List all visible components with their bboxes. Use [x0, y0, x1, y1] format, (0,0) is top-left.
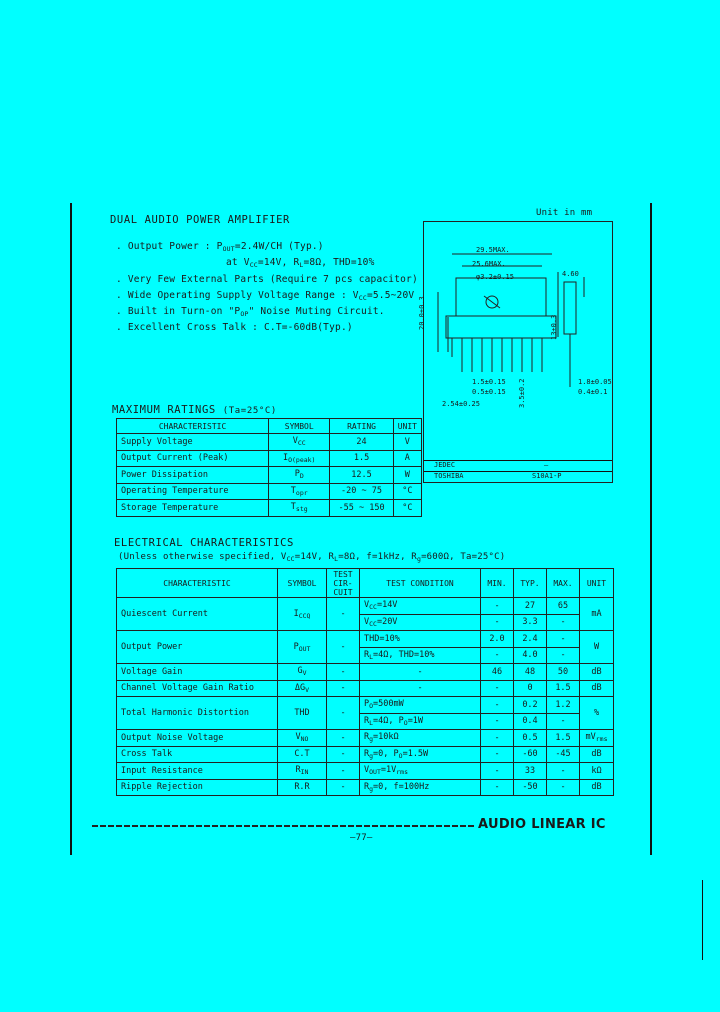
- ec-cell-max: -: [547, 713, 580, 730]
- ec-row: [117, 746, 614, 763]
- toshiba-value: S10A1-P: [532, 472, 562, 480]
- ec-cell-symbol: $G_V$: [278, 664, 327, 681]
- ec-cell-symbol: $R_{IN}$: [278, 763, 327, 780]
- mr-cell-characteristic: Output Current (Peak): [117, 450, 269, 467]
- ec-cell-typ: 33: [514, 763, 547, 780]
- mr-cell-rating: -55 ~ 150: [330, 500, 393, 517]
- right-border-line: [650, 203, 652, 855]
- mr-header-symbol: SYMBOL: [269, 419, 330, 434]
- max-ratings-table: [116, 418, 422, 517]
- ec-row: [117, 631, 614, 648]
- ec-cell-condition: $R_g=0$, $P_O=1.5W$: [360, 746, 481, 763]
- ec-row: [117, 680, 614, 697]
- ec-cell-test-circuit: -: [327, 598, 360, 631]
- electrical-title: ELECTRICAL CHARACTERISTICS: [114, 537, 294, 549]
- ec-cell-unit: %: [580, 697, 614, 730]
- ec-cell-max: -: [547, 763, 580, 780]
- mr-cell-symbol: $T_{opr}$: [269, 483, 330, 500]
- mr-row: [117, 500, 422, 517]
- mr-cell-characteristic: Power Dissipation: [117, 467, 269, 484]
- ec-cell-test-circuit: -: [327, 746, 360, 763]
- ec-header-test-circuit: TEST CIR-CUIT: [327, 569, 360, 598]
- ec-cell-characteristic: Voltage Gain: [117, 664, 278, 681]
- ec-cell-condition: $R_L=4\Omega$, THD=10%: [360, 647, 481, 664]
- ec-cell-condition: THD=10%: [360, 631, 481, 648]
- ec-cell-characteristic: Quiescent Current: [117, 598, 278, 631]
- feature-supply-range: . Wide Operating Supply Voltage Range : $V_{CC}=5.5\sim 20V$: [116, 290, 415, 302]
- ec-cell-min: -: [481, 614, 514, 631]
- max-ratings-title: MAXIMUM RATINGS (Ta=25°C): [112, 404, 277, 416]
- ec-cell-typ: 27: [514, 598, 547, 615]
- ec-cell-min: -: [481, 713, 514, 730]
- ec-header-symbol: SYMBOL: [278, 569, 327, 598]
- ec-cell-condition: -: [360, 664, 481, 681]
- mr-cell-unit: °C: [393, 500, 421, 517]
- ec-cell-condition: $V_{OUT}=1V_{rms}$: [360, 763, 481, 780]
- mr-cell-characteristic: Operating Temperature: [117, 483, 269, 500]
- ec-cell-max: 65: [547, 598, 580, 615]
- dim-pin-pitch: 2.54±0.25: [442, 400, 480, 408]
- page-title: DUAL AUDIO POWER AMPLIFIER: [110, 214, 290, 226]
- dim-body-max: 25.6MAX.: [472, 260, 506, 268]
- mr-header-characteristic: CHARACTERISTIC: [117, 419, 269, 434]
- toshiba-label: TOSHIBA: [434, 472, 464, 480]
- ec-cell-condition: $P_O=500mW$: [360, 697, 481, 714]
- package-outline-drawing: [424, 222, 612, 462]
- ec-cell-test-circuit: -: [327, 664, 360, 681]
- ec-cell-typ: -60: [514, 746, 547, 763]
- ec-cell-min: 2.0: [481, 631, 514, 648]
- mr-cell-rating: 1.5: [330, 450, 393, 467]
- dim-pin-width: 1.5±0.15: [472, 378, 506, 386]
- ec-cell-symbol: $P_{OUT}$: [278, 631, 327, 664]
- ec-cell-test-circuit: -: [327, 763, 360, 780]
- ec-cell-min: -: [481, 598, 514, 615]
- ec-cell-typ: 0: [514, 680, 547, 697]
- ec-cell-unit: dB: [580, 680, 614, 697]
- ec-cell-unit: dB: [580, 779, 614, 796]
- ec-header-min: MIN.: [481, 569, 514, 598]
- ec-cell-condition: $R_g=10k\Omega$: [360, 730, 481, 747]
- ec-cell-min: -: [481, 779, 514, 796]
- mr-cell-rating: -20 ~ 75: [330, 483, 393, 500]
- ec-header-typ: TYP.: [514, 569, 547, 598]
- dim-hole: φ3.2±0.15: [476, 273, 514, 281]
- mr-cell-symbol: $I_{O(peak)}$: [269, 450, 330, 467]
- jedec-label: JEDEC: [434, 461, 456, 469]
- ec-cell-min: -: [481, 763, 514, 780]
- ec-cell-symbol: C.T: [278, 746, 327, 763]
- ec-cell-test-circuit: -: [327, 631, 360, 664]
- left-border-line: [70, 203, 72, 855]
- ec-cell-symbol: $I_{CCQ}$: [278, 598, 327, 631]
- mr-row: [117, 467, 422, 484]
- ec-row: [117, 730, 614, 747]
- ec-cell-max: -: [547, 647, 580, 664]
- ec-header-characteristic: CHARACTERISTIC: [117, 569, 278, 598]
- ec-cell-typ: 3.3: [514, 614, 547, 631]
- ec-row: [117, 598, 614, 615]
- page-number: —77—: [350, 833, 373, 843]
- ec-cell-typ: 0.4: [514, 713, 547, 730]
- ec-cell-test-circuit: -: [327, 779, 360, 796]
- mr-row: [117, 450, 422, 467]
- ec-cell-unit: $mV_{rms}$: [580, 730, 614, 747]
- ec-cell-max: -: [547, 614, 580, 631]
- ec-cell-typ: 48: [514, 664, 547, 681]
- ec-row: [117, 697, 614, 714]
- ec-cell-test-circuit: -: [327, 680, 360, 697]
- mr-cell-unit: °C: [393, 483, 421, 500]
- mr-row: [117, 434, 422, 451]
- ec-cell-symbol: $V_{NO}$: [278, 730, 327, 747]
- dim-lead-a: 1.8±0.05: [578, 378, 612, 386]
- mr-cell-unit: W: [393, 467, 421, 484]
- mr-header-rating: RATING: [330, 419, 393, 434]
- electrical-condition: (Unless otherwise specified, $V_{CC}=14V$, $R_L=8\Omega$, f=1kHz, $R_g=600\Omega$, Ta=25°C): [118, 552, 506, 563]
- ec-cell-unit: dB: [580, 746, 614, 763]
- ec-cell-condition: $V_{CC}=20V$: [360, 614, 481, 631]
- mr-cell-unit: V: [393, 434, 421, 451]
- ec-cell-unit: W: [580, 631, 614, 664]
- dim-thickness: 4.60: [562, 270, 579, 278]
- mr-header-unit: UNIT: [393, 419, 421, 434]
- feature-few-parts: . Very Few External Parts (Require 7 pcs capacitor): [116, 274, 418, 285]
- ec-cell-characteristic: Output Noise Voltage: [117, 730, 278, 747]
- ec-cell-typ: 4.0: [514, 647, 547, 664]
- mr-cell-rating: 24: [330, 434, 393, 451]
- dim-body-height: 13±0.3: [550, 314, 558, 340]
- mr-cell-symbol: $P_D$: [269, 467, 330, 484]
- feature-output-power: . Output Power : $P_{OUT}=2.4W/CH$ (Typ.): [116, 241, 324, 253]
- ec-row: [117, 763, 614, 780]
- mr-cell-symbol: $T_{stg}$: [269, 500, 330, 517]
- unit-label: Unit in mm: [536, 208, 593, 218]
- ec-cell-symbol: R.R: [278, 779, 327, 796]
- ec-cell-symbol: $\Delta G_V$: [278, 680, 327, 697]
- ec-cell-characteristic: Cross Talk: [117, 746, 278, 763]
- ec-header-unit: UNIT: [580, 569, 614, 598]
- ec-cell-condition: $R_L=4\Omega$, $P_O=1W$: [360, 713, 481, 730]
- ec-cell-characteristic: Total Harmonic Distortion: [117, 697, 278, 730]
- ec-cell-max: 50: [547, 664, 580, 681]
- feature-muting: . Built in Turn-on "$P_{OP}$" Noise Muting Circuit.: [116, 306, 385, 318]
- ec-cell-max: -45: [547, 746, 580, 763]
- dim-height: 20.0±0.3: [418, 296, 426, 330]
- ec-cell-condition: -: [360, 680, 481, 697]
- jedec-value: —: [544, 461, 549, 469]
- ec-cell-max: 1.5: [547, 730, 580, 747]
- ec-row: [117, 664, 614, 681]
- dim-pin-thickness: 0.5±0.15: [472, 388, 506, 396]
- feature-crosstalk: . Excellent Cross Talk : C.T=-60dB(Typ.): [116, 322, 353, 333]
- ec-cell-test-circuit: -: [327, 730, 360, 747]
- electrical-table: [116, 568, 614, 796]
- ec-header-max: MAX.: [547, 569, 580, 598]
- ec-cell-symbol: THD: [278, 697, 327, 730]
- package-drawing-frame: [418, 221, 613, 483]
- dim-length-max: 29.5MAX.: [476, 246, 510, 254]
- mr-cell-rating: 12.5: [330, 467, 393, 484]
- bottom-right-line: [702, 880, 703, 960]
- ec-header-test-condition: TEST CONDITION: [360, 569, 481, 598]
- ec-cell-typ: 2.4: [514, 631, 547, 648]
- ec-cell-unit: mA: [580, 598, 614, 631]
- ec-cell-min: -: [481, 680, 514, 697]
- ec-cell-test-circuit: -: [327, 697, 360, 730]
- dim-pin-length: 3.5±0.2: [518, 378, 526, 408]
- ec-cell-unit: dB: [580, 664, 614, 681]
- ec-row: [117, 779, 614, 796]
- ec-cell-characteristic: Input Resistance: [117, 763, 278, 780]
- ec-cell-typ: 0.2: [514, 697, 547, 714]
- mr-cell-characteristic: Supply Voltage: [117, 434, 269, 451]
- ec-cell-min: -: [481, 647, 514, 664]
- ec-cell-min: -: [481, 746, 514, 763]
- ec-cell-condition: $R_g=0$, f=100Hz: [360, 779, 481, 796]
- ec-cell-characteristic: Output Power: [117, 631, 278, 664]
- ec-cell-max: 1.2: [547, 697, 580, 714]
- ec-cell-max: 1.5: [547, 680, 580, 697]
- feature-output-power-condition: at $V_{CC}=14V$, $R_L=8\Omega$, THD=10%: [226, 257, 375, 269]
- mr-cell-symbol: $V_{CC}$: [269, 434, 330, 451]
- ec-cell-characteristic: Ripple Rejection: [117, 779, 278, 796]
- footer-brand: AUDIO LINEAR IC: [478, 817, 606, 832]
- ec-cell-max: -: [547, 631, 580, 648]
- dim-lead-b: 0.4±0.1: [578, 388, 608, 396]
- ec-cell-characteristic: Channel Voltage Gain Ratio: [117, 680, 278, 697]
- ec-cell-typ: -50: [514, 779, 547, 796]
- ec-cell-min: -: [481, 697, 514, 714]
- mr-cell-characteristic: Storage Temperature: [117, 500, 269, 517]
- ec-cell-min: -: [481, 730, 514, 747]
- mr-row: [117, 483, 422, 500]
- ec-cell-typ: 0.5: [514, 730, 547, 747]
- ec-cell-min: 46: [481, 664, 514, 681]
- footer-rule: [92, 825, 474, 827]
- ec-cell-max: -: [547, 779, 580, 796]
- ec-cell-unit: kΩ: [580, 763, 614, 780]
- ec-cell-condition: $V_{CC}=14V$: [360, 598, 481, 615]
- mr-cell-unit: A: [393, 450, 421, 467]
